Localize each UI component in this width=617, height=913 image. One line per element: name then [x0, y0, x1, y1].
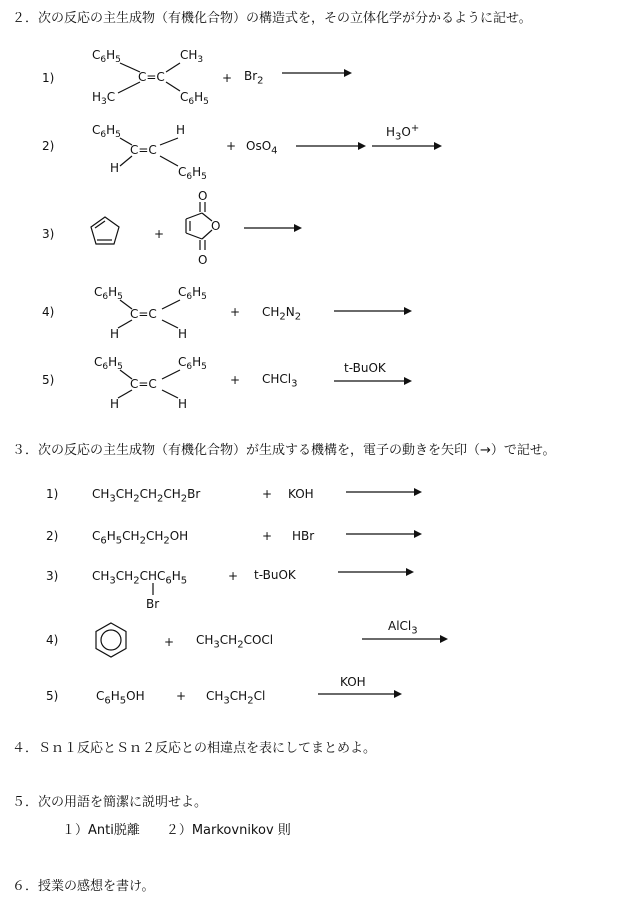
q2-5-sub-ll: H [110, 397, 120, 411]
q3-3-substrate: $CH_3CH_2CHC_6H_5$ [92, 569, 188, 587]
q2-4-reagent: $CH_2N_2$ [262, 305, 302, 323]
q3-item-3-number: 3) [46, 569, 59, 583]
q2-1-sub-lr: $C_6H_5$ [180, 90, 209, 107]
q3-item-5-number: 5) [46, 689, 59, 703]
q2-3-oxygen-bottom: O [198, 253, 208, 267]
q2-4-sub-ul: $C_6H_5$ [94, 285, 123, 302]
q2-5-sub-ur: $C_6H_5$ [178, 355, 207, 372]
q2-1-sub-ur: $CH_3$ [180, 48, 204, 65]
q3-4-plus: + [164, 635, 175, 649]
q3-1-substrate: $CH_3CH_2CH_2CH_2Br$ [92, 487, 201, 505]
question-4-title: ４．Ｓｎ１反応とＳｎ２反応との相違点を表にしてまとめよ。 [12, 741, 377, 756]
q2-2-reagent: OsO$_4$ [246, 139, 278, 157]
q2-item-5-alkene [90, 352, 220, 412]
q3-3-arrow [338, 567, 414, 577]
benzene-structure [94, 622, 130, 658]
q3-4-arrow [362, 634, 448, 644]
q3-2-reagent: HBr [292, 529, 315, 543]
q2-item-1-number: 1) [42, 71, 55, 85]
q2-5-plus: + [230, 373, 241, 387]
q2-1-arrow [282, 68, 352, 78]
q2-2-sub-lr: $C_6H_5$ [178, 165, 207, 182]
q2-2-arrow-2 [372, 141, 442, 151]
q2-item-1-alkene [90, 45, 220, 105]
q2-item-4-alkene [90, 282, 220, 342]
q3-5-arrow [318, 689, 402, 699]
q3-2-arrow [346, 529, 422, 539]
question-5-title: ５．次の用語を簡潔に説明せよ。 [12, 795, 208, 810]
q2-item-4-number: 4) [42, 305, 55, 319]
q2-5-reagent: CHCl$_3$ [262, 372, 298, 390]
q3-2-plus: + [262, 529, 273, 543]
q2-1-sub-ll: $H_3C$ [92, 90, 116, 107]
q3-item-1-number: 1) [46, 487, 59, 501]
q2-4-plus: + [230, 305, 241, 319]
q2-4-arrow [334, 306, 412, 316]
q3-1-plus: + [262, 487, 273, 501]
q3-3-plus: + [228, 569, 239, 583]
q3-2-substrate: $C_6H_5CH_2CH_2OH$ [92, 529, 189, 547]
q2-1-double-bond: C=C [138, 70, 165, 84]
q2-4-sub-ur: $C_6H_5$ [178, 285, 207, 302]
q2-item-2-number: 2) [42, 139, 55, 153]
q2-4-sub-lr: H [178, 327, 188, 341]
q2-3-oxygen-top: O [198, 189, 208, 203]
maleic-anhydride-structure [180, 188, 230, 268]
cyclopentadiene-structure [88, 214, 124, 248]
q3-5-plus: + [176, 689, 187, 703]
q2-item-3-number: 3) [42, 227, 55, 241]
q2-2-double-bond: C=C [130, 143, 157, 157]
q3-item-2-number: 2) [46, 529, 59, 543]
q2-1-sub-ul: $C_6H_5$ [92, 48, 121, 65]
q2-2-sub-ul: $C_6H_5$ [92, 123, 121, 140]
q3-3-reagent: t-BuOK [254, 568, 296, 582]
q2-2-arrow-1 [296, 141, 366, 151]
q2-2-plus: + [226, 139, 237, 153]
q2-5-arrow [334, 376, 412, 386]
question-5-terms: １）Anti脱離 ２）Markovnikov 則 [62, 823, 291, 838]
q2-5-sub-ul: $C_6H_5$ [94, 355, 123, 372]
q3-item-4-number: 4) [46, 633, 59, 647]
q2-item-5-number: 5) [42, 373, 55, 387]
q3-5-reagent: $CH_3CH_2Cl$ [206, 689, 266, 707]
q3-1-arrow [346, 487, 422, 497]
q2-5-condition: t-BuOK [344, 361, 386, 375]
q2-5-sub-lr: H [178, 397, 188, 411]
q2-4-sub-ll: H [110, 327, 120, 341]
q2-3-arrow [244, 223, 302, 233]
q2-1-plus: + [222, 71, 233, 85]
q2-2-sub-ll: H [110, 161, 120, 175]
question-6-title: ６．授業の感想を書け。 [12, 879, 155, 894]
q3-5-substrate: $C_6H_5OH$ [96, 689, 145, 707]
q2-5-double-bond: C=C [130, 377, 157, 391]
q3-4-condition: AlCl$_3$ [388, 619, 418, 637]
q2-2-sub-ur: H [176, 123, 186, 137]
q3-3-bromine: Br [146, 597, 160, 611]
q2-4-double-bond: C=C [130, 307, 157, 321]
q3-4-reagent: $CH_3CH_2COCl$ [196, 633, 274, 651]
q3-1-reagent: KOH [288, 487, 314, 501]
q3-5-condition: KOH [340, 675, 366, 689]
q2-2-condition: $H_3O^+$ [386, 123, 420, 143]
q2-item-2-alkene [90, 120, 220, 180]
question-3-title: ３．次の反応の主生成物（有機化合物）が生成する機構を，電子の動きを矢印（→）で記せ。 [12, 443, 556, 458]
q2-3-plus: + [154, 227, 165, 241]
question-2-title: ２．次の反応の主生成物（有機化合物）の構造式を，その立体化学が分かるように記せ。 [12, 11, 532, 26]
q3-3-c-br-bond [150, 583, 156, 597]
q2-1-reagent: $Br_2$ [244, 69, 264, 87]
q2-3-oxygen-ring: O [211, 219, 221, 233]
